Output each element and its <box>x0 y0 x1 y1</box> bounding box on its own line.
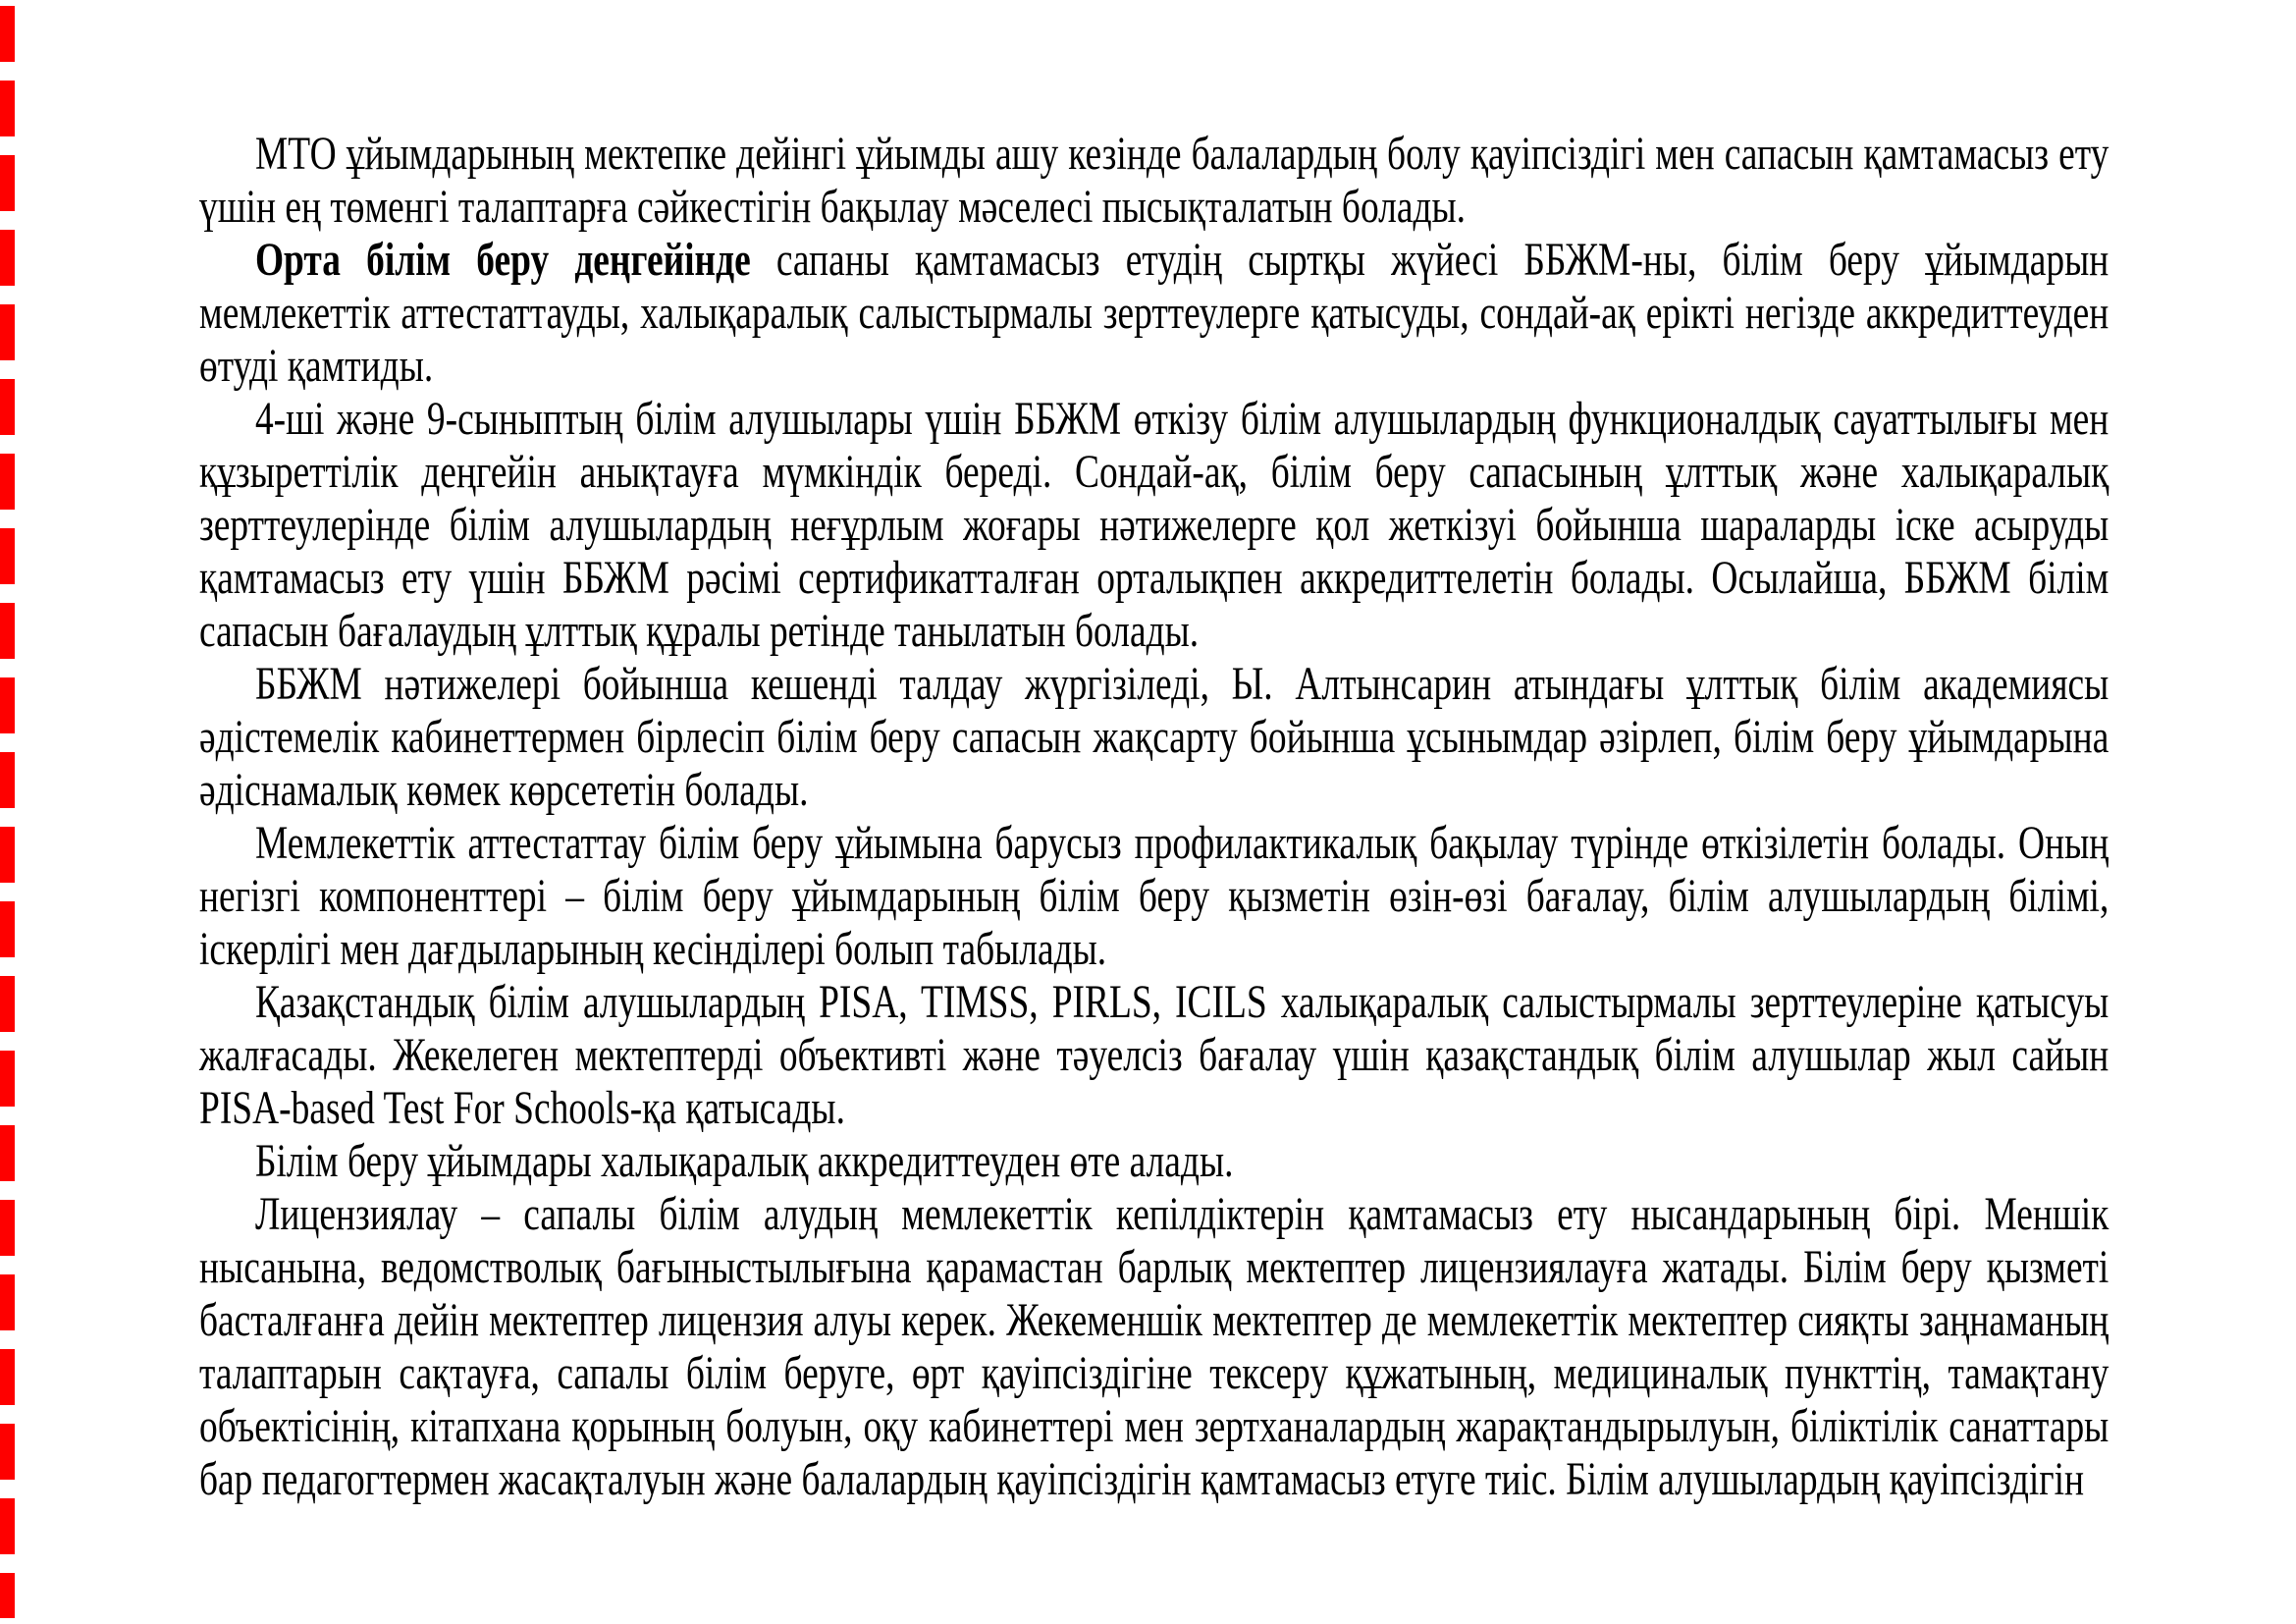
paragraph-text: Қазақстандық білім алушылардың PISA, TIMSS, PIRLS, ICILS халықаралық салыстырмалы зерттеулеріне қатысуы жалғасады. Жекелеген мектептерді объективті және тәуелсіз бағалау үшін қазақстандық білім алушылар жыл сайын PISA-based Test For Schools-қа қатысады. <box>199 976 2109 1134</box>
paragraph-text: Білім беру ұйымдары халықаралық аккредиттеуден өте алады. <box>254 1135 1234 1187</box>
document-text-block <box>199 128 2109 1506</box>
paragraph <box>199 234 2109 393</box>
paragraph <box>199 658 2109 817</box>
paragraph-text: Мемлекеттік аттестаттау білім беру ұйымына барусыз профилактикалық бақылау түрінде өткізілетін болады. Оның негізгі компоненттері – білім беру ұйымдарының білім беру қызметін өзін-өзі бағалау, білім алушылардың білімі, іскерлігі мен дағдыларының кесінділері болып табылады. <box>199 817 2109 975</box>
paragraph <box>199 393 2109 658</box>
paragraph-text: сапаны қамтамасыз етудің сыртқы жүйесі ББЖМ-ны, білім беру ұйымдарын мемлекеттік аттестаттауды, халықаралық салыстырмалы зерттеулерге қатысуды, сондай-ақ ерікті негізде аккредиттеуден өтуді қамтиды. <box>199 234 2109 392</box>
paragraph <box>199 976 2109 1135</box>
left-dashed-red-stripe <box>0 6 15 1618</box>
paragraph <box>199 1135 2109 1188</box>
paragraph-text: ББЖМ нәтижелері бойынша кешенді талдау жүргізіледі, Ы. Алтынсарин атындағы ұлттық білім академиясы әдістемелік кабинеттермен бірлесіп білім беру сапасын жақсарту бойынша ұсынымдар әзірлеп, білім беру ұйымдарына әдіснамалық көмек көрсететін болады. <box>199 658 2109 816</box>
bold-lead: Орта білім беру деңгейінде <box>254 234 751 286</box>
paragraph <box>199 817 2109 976</box>
paragraph-text: МТО ұйымдарының мектепке дейінгі ұйымды ашу кезінде балалардың болу қауіпсіздігі мен сапасын қамтамасыз ету үшін ең төменгі талаптарға сәйкестігін бақылау мәселесі пысықталатын болады. <box>199 128 2109 233</box>
paragraph <box>199 1188 2109 1506</box>
paragraph-text: Лицензиялау – сапалы білім алудың мемлекеттік кепілдіктерін қамтамасыз ету нысандарының бірі. Меншік нысанына, ведомстволық бағыныстылығына қарамастан барлық мектептер лицензиялауға жатады. Білім беру қызметі басталғанға дейін мектептер лицензия алуы керек. Жекеменшік мектептер де мемлекеттік мектептер сияқты заңнаманың талаптарын сақтауға, сапалы білім беруге, өрт қауіпсіздігіне тексеру құжатының, медициналық пункттің, тамақтану объектісінің, кітапхана қорының болуын, оқу кабинеттері мен зертханалардың жарақтандырылуын, біліктілік санаттары бар педагогтермен жасақталуын және балалардың қауіпсіздігін қамтамасыз етуге тиіс. Білім алушылардың қауіпсіздігін <box>199 1188 2109 1505</box>
paragraph-text: 4-ші және 9-сыныптың білім алушылары үшін ББЖМ өткізу білім алушылардың функционалдық сауаттылығы мен құзыреттілік деңгейін анықтауға мүмкіндік береді. Сондай-ақ, білім беру сапасының ұлттық және халықаралық зерттеулерінде білім алушылардың неғұрлым жоғары нәтижелерге қол жеткізуі бойынша шараларды іске асыруды қамтамасыз ету үшін ББЖМ рәсімі сертификатталған орталықпен аккредиттелетін болады. Осылайша, ББЖМ білім сапасын бағалаудың ұлттық құралы ретінде танылатын болады. <box>199 393 2109 657</box>
paragraph <box>199 128 2109 234</box>
